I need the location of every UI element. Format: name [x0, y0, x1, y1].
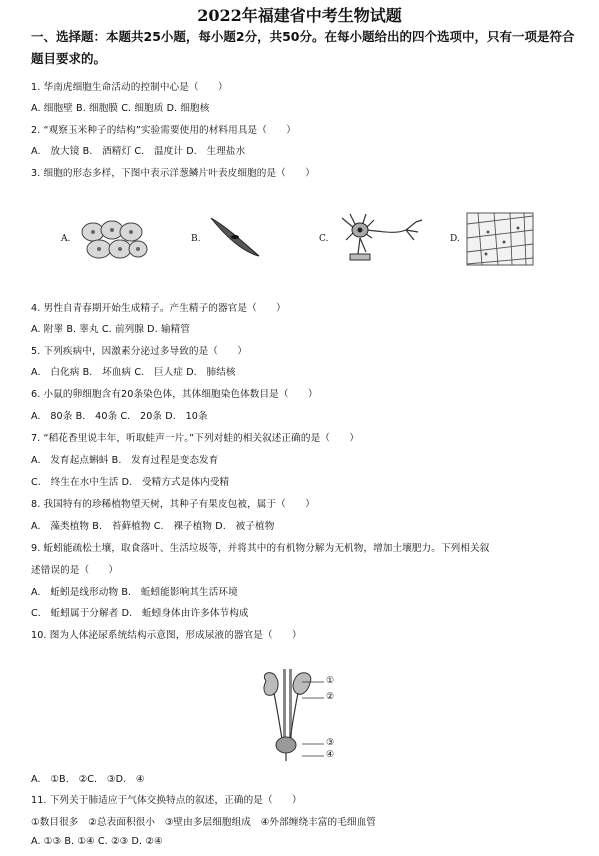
onion-epidermis-figure — [466, 212, 534, 266]
question-11-statements: ①数目很多 ②总表面积很小 ③壁由多层细胞组成 ④外部缠绕丰富的毛细血管 — [31, 817, 377, 828]
question-9-stem: 9. 蚯蚓能疏松土壤，取食落叶、生活垃圾等，并将其中的有机物分解为无机物，增加土壤肥力。下列相关叙 — [31, 543, 490, 554]
question-7-options-2: C. 终生在水中生活 D. 受精方式是体内受精 — [31, 477, 230, 488]
figure-marker-1: ① — [326, 676, 335, 686]
question-8-stem: 8. 我国特有的珍稀植物望天树，其种子有果皮包被，属于（ ） — [31, 499, 315, 510]
neuron-figure — [336, 210, 426, 268]
question-5-options: A. 白化病 B. 坏血病 C. 巨人症 D. 肺结核 — [31, 367, 236, 378]
question-1-stem: 1. 华南虎细胞生命活动的控制中心是（ ） — [31, 82, 228, 93]
figure-label-d: D. — [450, 234, 460, 244]
question-3-stem: 3. 细胞的形态多样，下图中表示洋葱鳞片叶表皮细胞的是（ ） — [31, 168, 315, 179]
question-9-options-1: A. 蚯蚓是线形动物 B. 蚯蚓能影响其生活环境 — [31, 587, 238, 598]
question-2-stem: 2. “观察玉米种子的结构”实验需要使用的材料用具是（ ） — [31, 125, 296, 136]
question-5-stem: 5. 下列疾病中，因激素分泌过多导致的是（ ） — [31, 346, 248, 357]
figure-marker-4: ④ — [326, 750, 335, 760]
question-2-options: A. 放大镜 B. 酒精灯 C. 温度计 D. 生理盐水 — [31, 146, 246, 157]
question-6-options: A. 80条 B. 40条 C. 20条 D. 10条 — [31, 411, 208, 422]
figure-label-c: C. — [319, 234, 329, 244]
page-title: 2022年福建省中考生物试题 — [197, 6, 402, 25]
question-10-options: A. ①B. ②C. ③D. ④ — [31, 774, 145, 785]
question-11-options: A. ①③ B. ①④ C. ②③ D. ②④ — [31, 836, 163, 847]
question-8-options: A. 藻类植物 B. 苔藓植物 C. 裸子植物 D. 被子植物 — [31, 521, 275, 532]
figure-leader-lines — [300, 674, 326, 758]
question-10-stem: 10. 图为人体泌尿系统结构示意图，形成尿液的器官是（ ） — [31, 630, 302, 641]
question-6-stem: 6. 小鼠的卵细胞含有20条染色体，其体细胞染色体数目是（ ） — [31, 389, 318, 400]
question-9-stem-cont: 述错误的是（ ） — [31, 565, 119, 576]
cell-cluster-figure — [79, 218, 149, 264]
figure-marker-3: ③ — [326, 738, 335, 748]
question-7-options-1: A. 发育起点蝌蚪 B. 发育过程是变态发育 — [31, 455, 219, 466]
figure-marker-2: ② — [326, 692, 335, 702]
question-7-stem: 7. “稻花香里说丰年，听取蛙声一片。”下列对蛙的相关叙述正确的是（ ） — [31, 433, 360, 444]
section-heading: 一、选择题：本题共25小题，每小题2分，共50分。在每小题给出的四个选项中，只有一项是符合题目要求的。 — [31, 29, 575, 66]
question-11-stem: 11. 下列关于肺适应于气体交换特点的叙述，正确的是（ ） — [31, 795, 302, 806]
question-1-options: A. 细胞壁 B. 细胞膜 C. 细胞质 D. 细胞核 — [31, 103, 210, 114]
figure-label-b: B. — [191, 234, 201, 244]
question-4-options: A. 附睾 B. 睾丸 C. 前列腺 D. 输精管 — [31, 324, 191, 335]
question-4-stem: 4. 男性自青春期开始生成精子。产生精子的器官是（ ） — [31, 303, 286, 314]
question-9-options-2: C. 蚯蚓属于分解者 D. 蚯蚓身体由许多体节构成 — [31, 608, 249, 619]
figure-label-a: A. — [61, 234, 71, 244]
spindle-cell-figure — [207, 214, 263, 260]
